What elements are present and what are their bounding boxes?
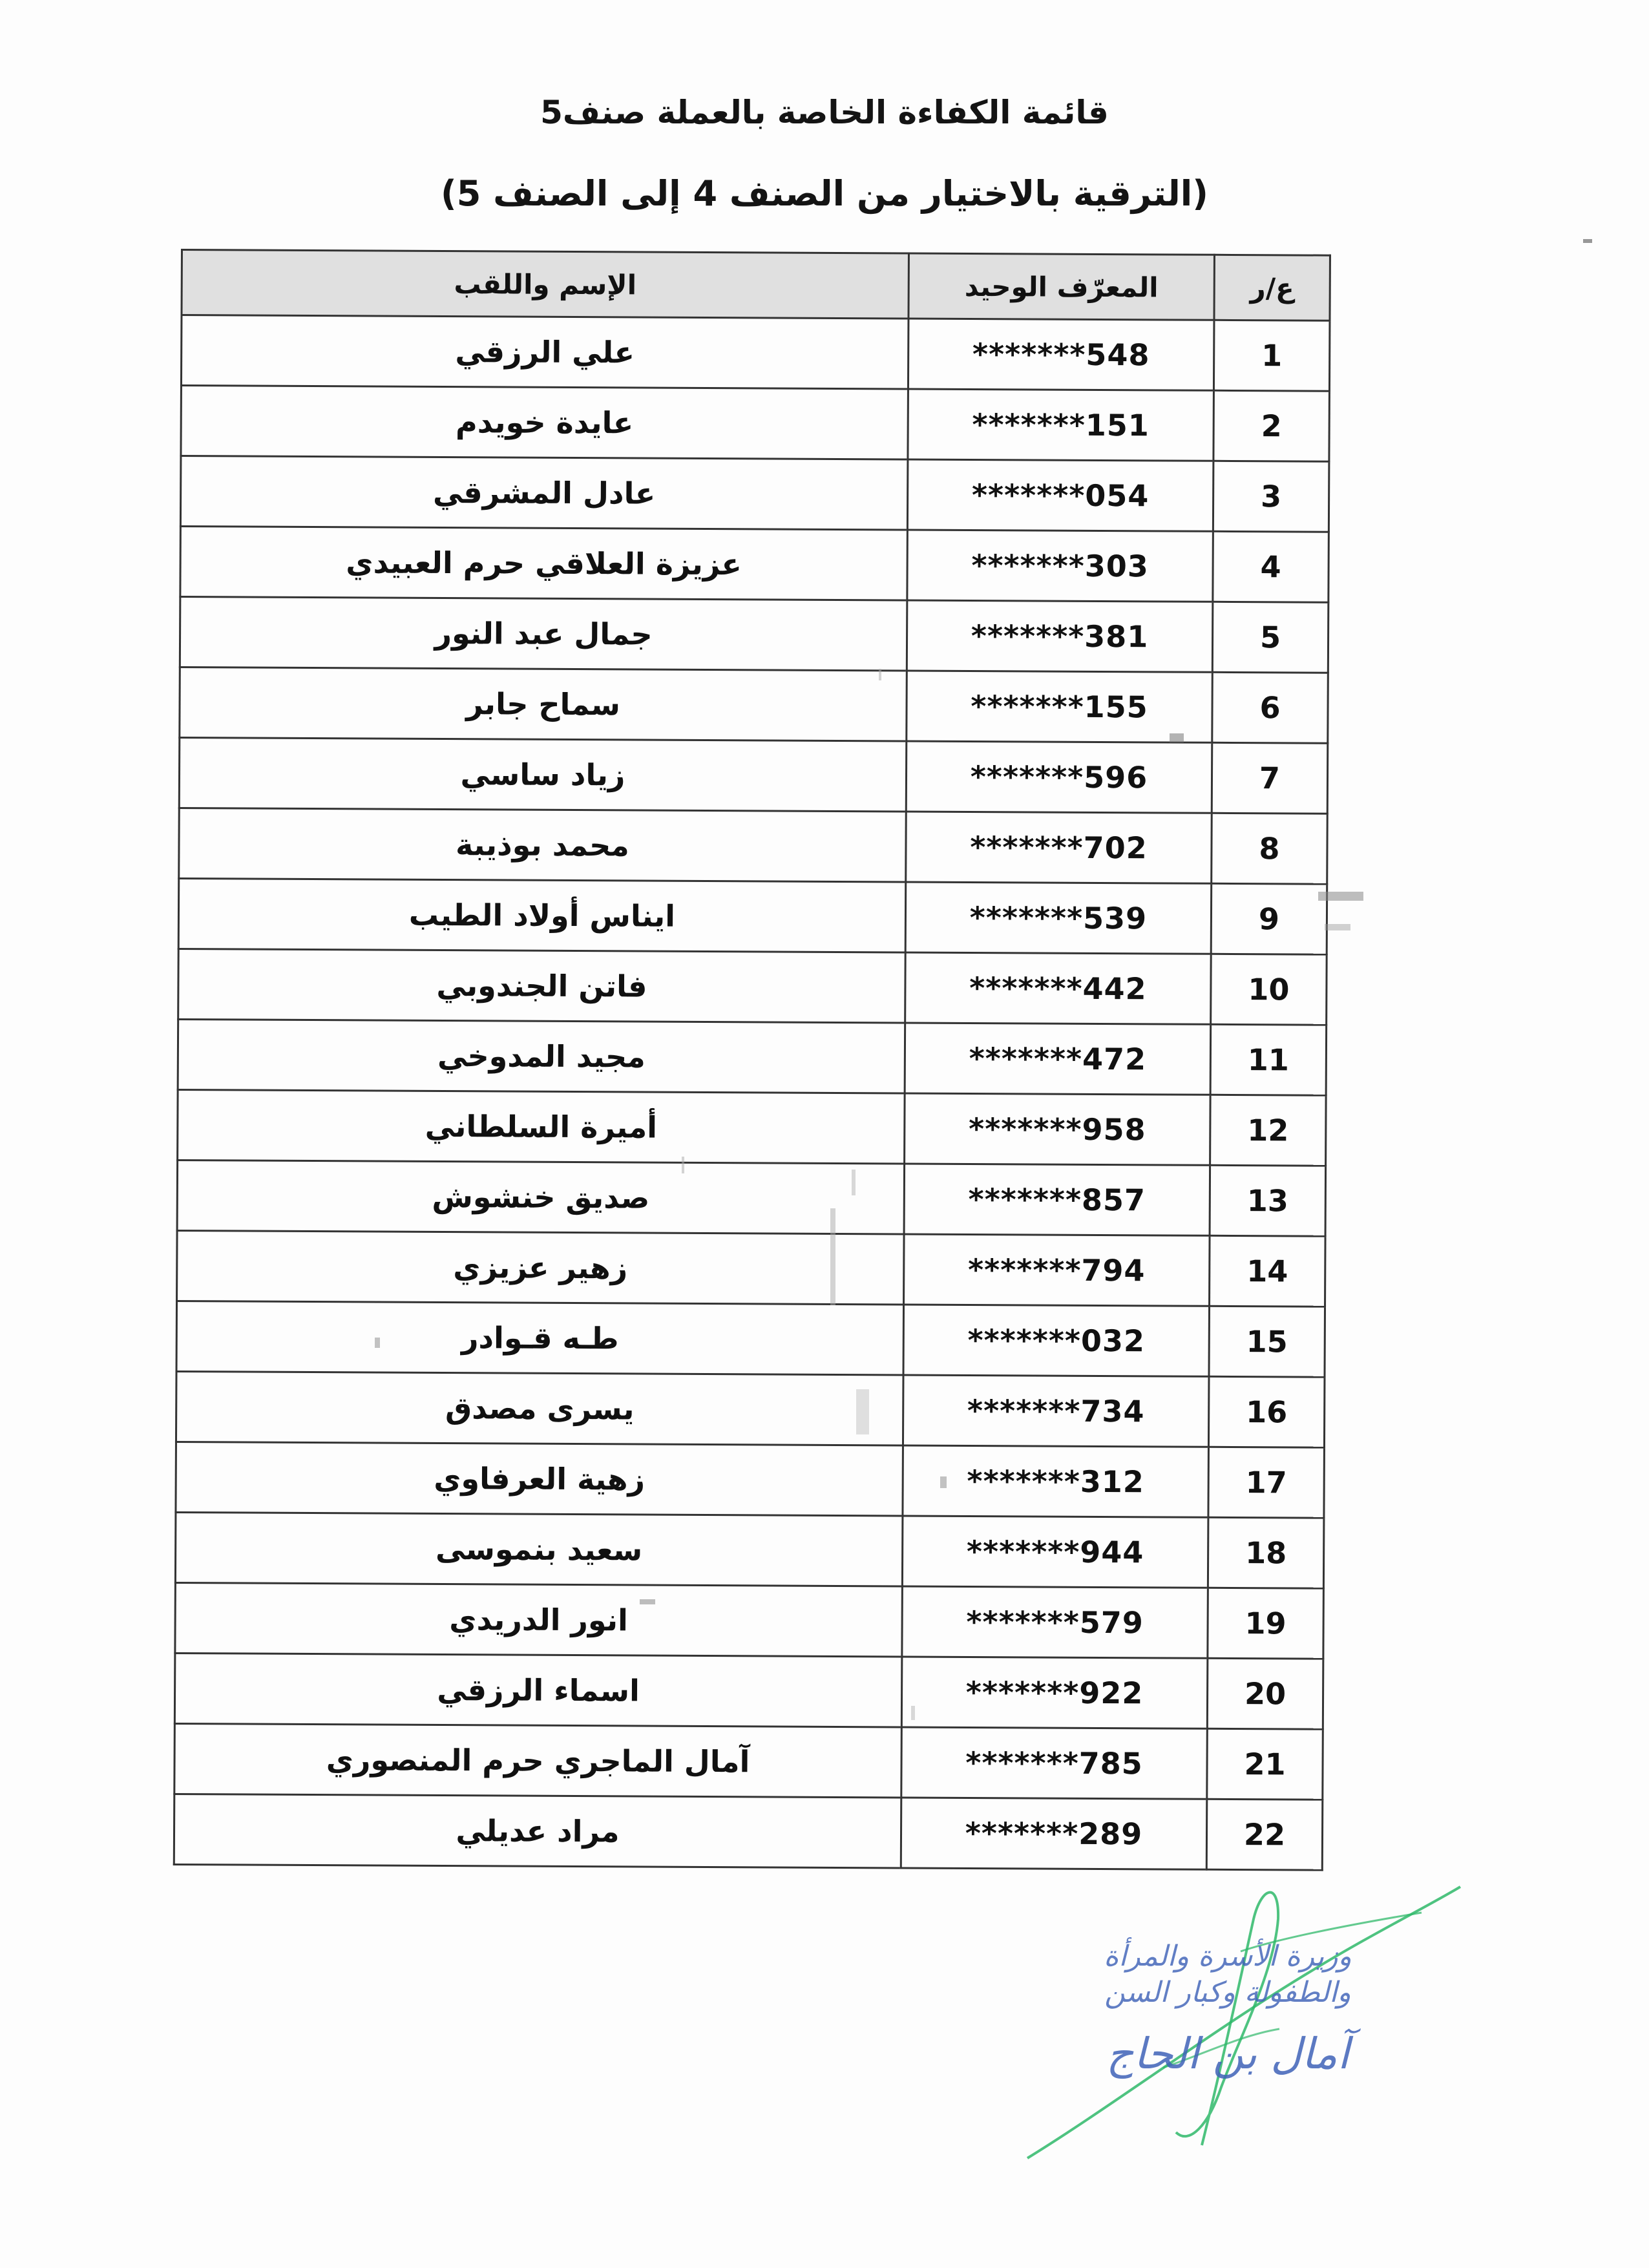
table-row xyxy=(174,1653,1323,1729)
table-row xyxy=(178,878,1327,954)
header-number: ع/ر xyxy=(1214,255,1330,320)
table-row xyxy=(175,1582,1324,1659)
row-id: *******857 xyxy=(904,1164,1210,1235)
row-number: 1 xyxy=(1213,320,1330,391)
row-number: 6 xyxy=(1212,672,1329,743)
table-header-row xyxy=(182,250,1330,321)
row-name: سعيد بنموسى xyxy=(175,1512,903,1586)
row-id: *******054 xyxy=(907,459,1213,531)
stamp-name: آمال بن الحاج xyxy=(1106,2029,1350,2079)
row-id: *******312 xyxy=(903,1445,1209,1517)
table-row xyxy=(174,1723,1323,1800)
row-id: *******381 xyxy=(907,600,1213,672)
row-id: *******289 xyxy=(901,1798,1207,1869)
table-row xyxy=(175,1512,1324,1588)
row-id: *******548 xyxy=(908,319,1214,390)
row-name: طـه قـوادر xyxy=(176,1301,904,1374)
header-name: الإسم واللقب xyxy=(182,250,909,319)
row-number: 21 xyxy=(1207,1728,1323,1800)
row-name: جمال عبد النور xyxy=(180,597,907,671)
stamp-line-1: وزيرة الأسرة والمرأة xyxy=(1104,1940,1352,1973)
row-number: 16 xyxy=(1208,1376,1325,1447)
row-id: *******944 xyxy=(902,1516,1208,1588)
row-number: 3 xyxy=(1213,461,1329,532)
row-id: *******579 xyxy=(902,1586,1208,1658)
table-row xyxy=(181,315,1330,392)
table-row xyxy=(178,1089,1327,1166)
row-id: *******472 xyxy=(905,1023,1211,1095)
row-id: *******032 xyxy=(903,1305,1210,1376)
row-number: 11 xyxy=(1210,1024,1327,1095)
header-id: المعرّف الوحيد xyxy=(909,253,1214,320)
table-row xyxy=(177,1230,1326,1307)
table-row xyxy=(176,1442,1325,1518)
row-name: ايناس أولاد الطيب xyxy=(178,878,906,952)
row-number: 13 xyxy=(1210,1165,1326,1236)
row-number: 19 xyxy=(1208,1588,1324,1659)
row-number: 18 xyxy=(1208,1517,1324,1588)
row-number: 5 xyxy=(1212,602,1329,673)
row-name: عايدة خويدم xyxy=(181,386,909,459)
table-row xyxy=(181,386,1330,462)
row-number: 10 xyxy=(1211,954,1327,1025)
row-name: محمد بوذيبة xyxy=(179,808,907,881)
table-row xyxy=(180,597,1329,673)
competency-table xyxy=(173,249,1331,1871)
row-id: *******702 xyxy=(906,812,1212,883)
table-row xyxy=(177,1160,1326,1236)
document-subtitle: (الترقية بالاختيار من الصنف 4 إلى الصنف 5) xyxy=(441,173,1208,214)
row-name: صديق خنشوش xyxy=(177,1160,905,1234)
table-row xyxy=(178,949,1327,1025)
row-name: زهير عزيزي xyxy=(177,1230,905,1304)
row-name: يسرى مصدق xyxy=(176,1371,903,1445)
row-number: 20 xyxy=(1207,1658,1323,1729)
row-name: مراد عديلي xyxy=(174,1794,901,1867)
stamp-line-2: والطفولة وكبار السن xyxy=(1104,1976,1351,2009)
table-row xyxy=(179,737,1328,814)
row-id: *******596 xyxy=(906,741,1212,813)
row-number: 7 xyxy=(1212,742,1328,814)
row-number: 17 xyxy=(1208,1447,1325,1518)
row-number: 9 xyxy=(1211,883,1327,954)
table-row xyxy=(174,1794,1323,1870)
row-name: زياد ساسي xyxy=(179,737,907,811)
row-id: *******922 xyxy=(901,1657,1208,1728)
row-id: *******303 xyxy=(907,530,1213,602)
row-number: 4 xyxy=(1213,531,1329,602)
row-id: *******442 xyxy=(905,952,1212,1024)
table-row xyxy=(176,1371,1325,1447)
row-name: علي الرزقي xyxy=(181,315,909,389)
official-stamp xyxy=(1047,1938,1409,2083)
row-name: عزيزة العلاقي حرم العبيدي xyxy=(180,527,908,600)
row-number: 8 xyxy=(1212,813,1328,884)
row-id: *******155 xyxy=(907,671,1213,742)
row-id: *******785 xyxy=(901,1727,1208,1799)
row-id: *******734 xyxy=(903,1375,1209,1447)
row-id: *******958 xyxy=(905,1093,1211,1165)
row-number: 22 xyxy=(1206,1799,1323,1870)
row-name: زهية العرفاوي xyxy=(176,1442,903,1515)
table-row xyxy=(180,667,1329,743)
document-title: قائمة الكفاءة الخاصة بالعملة صنف5 xyxy=(540,94,1109,131)
row-number: 12 xyxy=(1210,1095,1327,1166)
row-name: آمال الماجري حرم المنصوري xyxy=(174,1723,902,1797)
row-id: *******794 xyxy=(904,1234,1210,1306)
table-row xyxy=(180,456,1329,532)
row-name: أميرة السلطاني xyxy=(178,1089,905,1163)
table-body xyxy=(174,315,1330,1871)
row-name: انور الدريدي xyxy=(175,1582,903,1656)
row-name: اسماء الرزقي xyxy=(174,1653,902,1727)
row-name: عادل المشرقي xyxy=(180,456,908,530)
table-row xyxy=(178,1019,1327,1095)
table-row xyxy=(176,1301,1325,1377)
table-row xyxy=(180,527,1329,603)
row-id: *******539 xyxy=(905,882,1212,954)
row-name: مجيد المدوخي xyxy=(178,1019,905,1093)
row-name: سماح جابر xyxy=(180,667,907,740)
row-number: 15 xyxy=(1209,1306,1325,1377)
row-number: 14 xyxy=(1210,1235,1326,1307)
row-name: فاتن الجندوبي xyxy=(178,949,906,1022)
row-number: 2 xyxy=(1213,390,1330,461)
table-row xyxy=(179,808,1328,884)
row-id: *******151 xyxy=(908,389,1214,461)
